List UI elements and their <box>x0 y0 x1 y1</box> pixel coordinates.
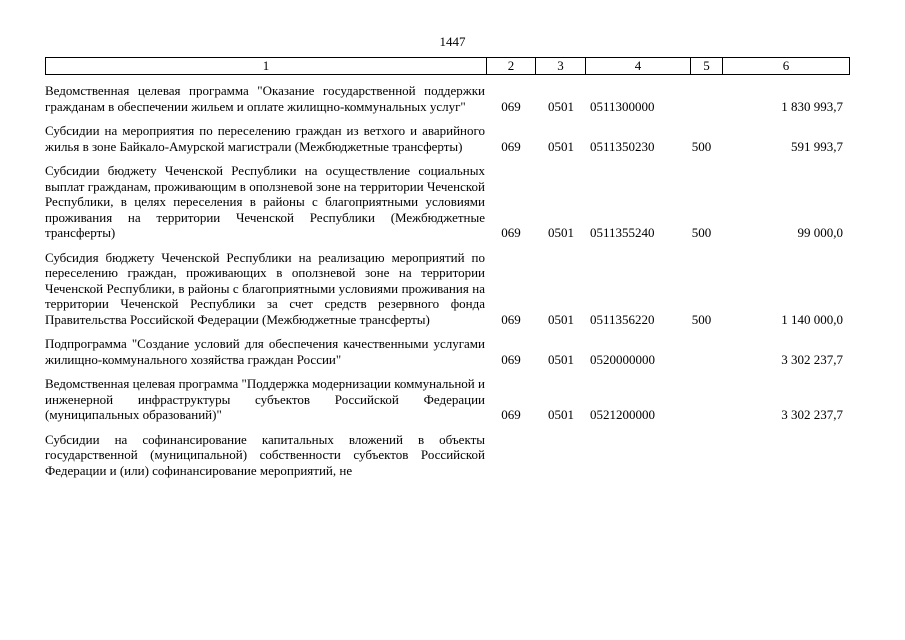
row-expense-type: 500 <box>691 138 712 154</box>
row-ministry-code: 069 <box>501 311 521 327</box>
row-ministry-code: 069 <box>501 225 521 240</box>
row-description: Субсидии на мероприятия по переселению граждан из ветхого и аварийного жилья в зоне Байкало-Амурской магистрали (Межбюджетные трансферты) <box>45 123 485 154</box>
row-section-code: 0501 <box>548 407 574 422</box>
column-header-2: 2 <box>487 58 536 75</box>
row-ministry-code: 069 <box>501 407 521 422</box>
table-row <box>45 432 845 479</box>
row-expense-type: 500 <box>691 311 712 327</box>
column-header-table <box>45 57 850 75</box>
column-header-6: 6 <box>723 58 850 75</box>
row-target-code: 0521200000 <box>590 407 655 422</box>
column-header-4: 4 <box>586 58 691 75</box>
row-target-code: 0511356220 <box>590 311 655 327</box>
column-header-row <box>46 58 850 75</box>
row-ministry-code: 069 <box>501 351 521 367</box>
row-amount: 3 302 237,7 <box>781 407 843 422</box>
table-row <box>45 376 845 423</box>
table-row <box>45 123 845 154</box>
row-target-code: 0511355240 <box>590 225 655 240</box>
row-section-code: 0501 <box>548 311 574 327</box>
row-target-code: 0520000000 <box>590 351 655 367</box>
row-amount: 1 830 993,7 <box>781 98 843 114</box>
row-ministry-code: 069 <box>501 98 521 114</box>
row-ministry-code: 069 <box>501 138 521 154</box>
row-target-code: 0511300000 <box>590 98 655 114</box>
table-row <box>45 163 845 241</box>
row-amount: 1 140 000,0 <box>781 311 843 327</box>
page-number: 1447 <box>439 34 466 49</box>
budget-rows <box>45 83 845 478</box>
table-row <box>45 83 845 114</box>
table-row <box>45 250 845 328</box>
row-expense-type: 500 <box>691 225 712 240</box>
column-header-3: 3 <box>536 58 586 75</box>
row-target-code: 0511350230 <box>590 138 655 154</box>
row-amount: 591 993,7 <box>791 138 843 154</box>
row-section-code: 0501 <box>548 351 574 367</box>
row-section-code: 0501 <box>548 225 574 240</box>
row-description: Субсидии на софинансирование капитальных вложений в объекты государственной (муниципальной) собственности субъектов Российской Федерации и (или) софинансирование мероприятий, не <box>45 431 485 478</box>
row-description: Ведомственная целевая программа "Поддержка модернизации коммунальной и инженерной инфраструктуры субъектов Российской Федерации (муниципальных образований)" <box>45 376 485 422</box>
column-header-1: 1 <box>46 58 487 75</box>
row-description: Подпрограмма "Создание условий для обеспечения качественными услугами жилищно-коммунального хозяйства граждан России" <box>45 336 485 367</box>
row-amount: 99 000,0 <box>797 225 843 240</box>
row-amount: 3 302 237,7 <box>781 351 843 367</box>
row-description: Субсидии бюджету Чеченской Республики на осуществление социальных выплат гражданам, проживающим в оползневой зоне на территории Чеченской Республики, в целях переселения в районы с благоприятными условиями проживания на территории Чеченской Республики (Межбюджетные трансферты) <box>45 163 485 240</box>
row-description: Ведомственная целевая программа "Оказание государственной поддержки гражданам в обеспечении жильем и оплате жилищно-коммунальных услуг" <box>45 83 485 114</box>
table-row <box>45 336 845 367</box>
row-section-code: 0501 <box>548 98 574 114</box>
row-section-code: 0501 <box>548 138 574 154</box>
column-header-5: 5 <box>691 58 723 75</box>
row-description: Субсидия бюджету Чеченской Республики на реализацию мероприятий по переселению граждан, проживающих в оползневой зоне на территории Чеченской Республики, в районы с благоприятными условиями проживания на территории Чеченской Республики за счет средств резервного фонда Правительства Российской Федерации (Межбюджетные трансферты) <box>45 249 485 327</box>
